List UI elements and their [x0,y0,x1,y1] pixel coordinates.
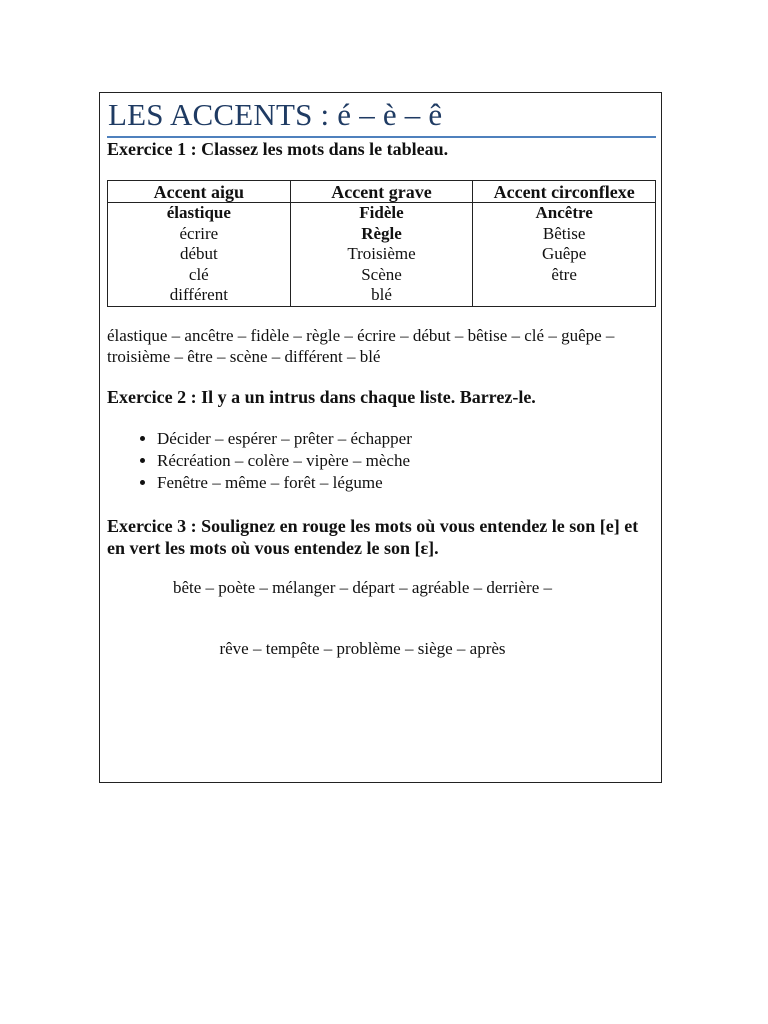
sound-word-line-2: rêve – tempête – problème – siège – après [219,639,506,658]
exercise-1-title: Exercice 1 : Classez les mots dans le tableau. [107,139,449,159]
table-header-row [108,181,656,203]
word-bank: élastique – ancêtre – fidèle – règle – écrire – début – bêtise – clé – guêpe – troisième – être – scène – différent – blé [107,326,615,366]
page-title: LES ACCENTS : é – è – ê [108,97,443,132]
table-row [108,244,656,265]
header-accent-circonflexe: Accent circonflexe [473,181,656,203]
table-cell: Scène [290,265,473,286]
exercise-3-title: Exercice 3 : Soulignez en rouge les mots où vous entendez le son [e] et en vert les mots où vous entendez le son [ɛ]. [107,516,639,558]
table-cell: début [108,244,291,265]
list-item: • Récréation – colère – vipère – mèche [157,450,412,472]
table-cell: Bêtise [473,224,656,245]
header-accent-grave: Accent grave [290,181,473,203]
accent-table [107,180,656,307]
worksheet [99,92,662,783]
table-cell: élastique [108,203,291,224]
list-item: • Décider – espérer – prêter – échapper [157,428,412,450]
table-cell: Fidèle [290,203,473,224]
table-cell: Règle [290,224,473,245]
table-row [108,224,656,245]
exercise-2-title: Exercice 2 : Il y a un intrus dans chaque liste. Barrez-le. [107,387,536,407]
table-cell: être [473,265,656,286]
table-cell: clé [108,265,291,286]
table-row [108,265,656,286]
table-cell: Ancêtre [473,203,656,224]
table-cell: Guêpe [473,244,656,265]
table-cell: écrire [108,224,291,245]
table-cell: différent [108,285,291,306]
header-accent-aigu: Accent aigu [108,181,291,203]
table-cell [473,285,656,306]
list-item: • Fenêtre – même – forêt – légume [157,472,412,494]
table-row [108,203,656,224]
sound-word-line-1: bête – poète – mélanger – départ – agréable – derrière – [172,578,552,597]
table-cell: Troisième [290,244,473,265]
intrus-list [107,428,412,494]
table-row [108,285,656,306]
table-cell: blé [290,285,473,306]
